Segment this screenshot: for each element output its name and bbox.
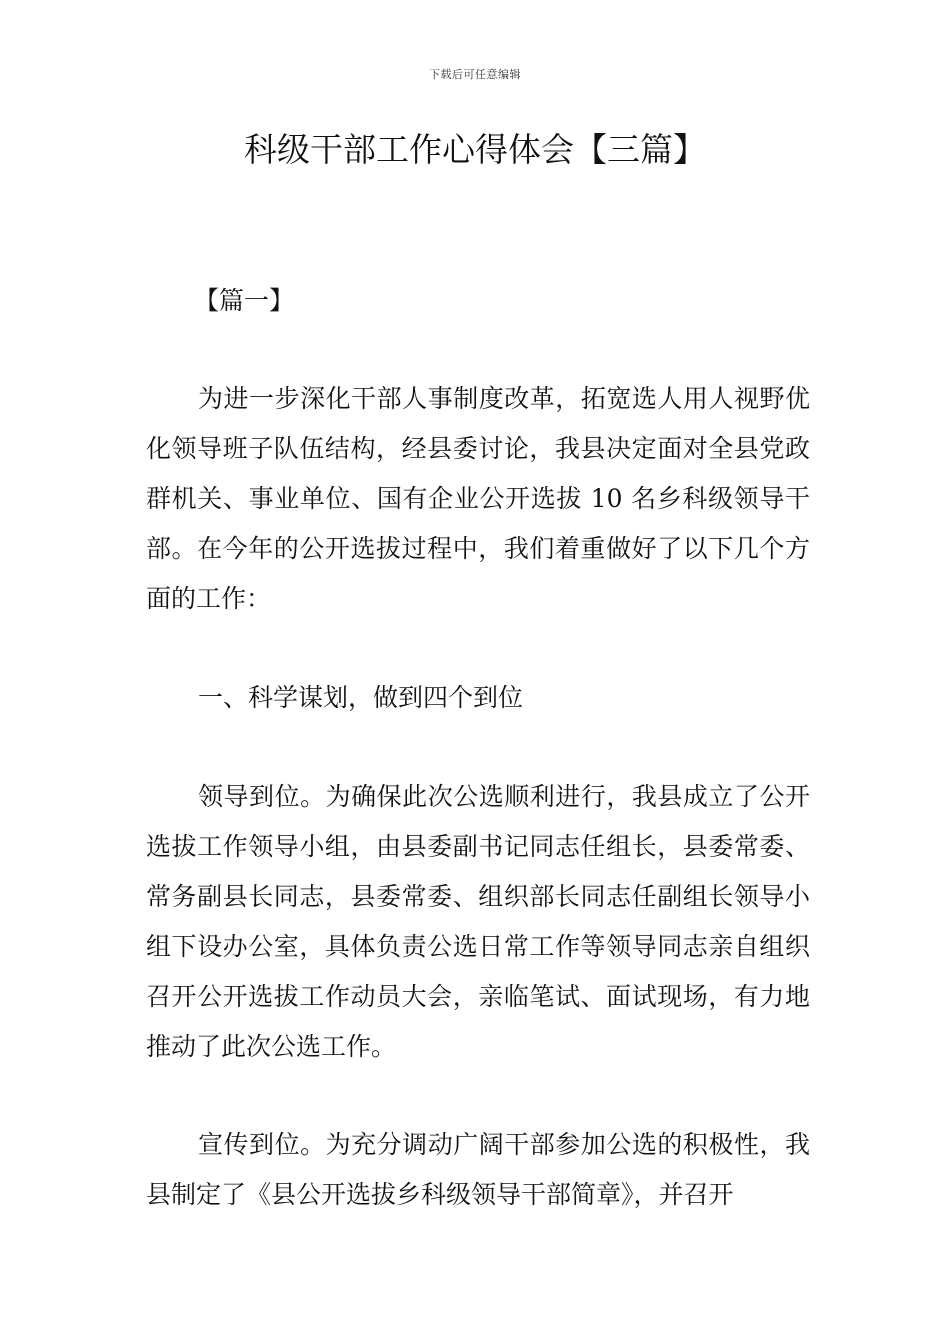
section-heading: 一、科学谋划，做到四个到位: [198, 683, 524, 712]
section-label: 【篇一】: [194, 286, 295, 315]
paragraph-publicity: 宣传到位。为充分调动广阔干部参加公选的积极性，我县制定了《县公开选拔乡科级领导干部简章》，并召开: [146, 1130, 810, 1209]
document-title: 科级干部工作心得体会【三篇】: [244, 130, 706, 169]
paragraph-intro: 为进一步深化干部人事制度改革，拓宽选人用人视野优化领导班子队伍结构，经县委讨论，我县决定面对全县党政群机关、事业单位、国有企业公开选拔 10 名乡科级领导干部。在今年的公开选拔过程中，我们着重做好了以下几个方面的工作：: [146, 384, 810, 613]
download-note: 下载后可任意编辑: [429, 68, 521, 81]
paragraph-leadership: 领导到位。为确保此次公选顺利进行，我县成立了公开选拔工作领导小组，由县委副书记同志任组长，县委常委、常务副县长同志，县委常委、组织部长同志任副组长领导小组下设办公室，具体负责公选日常工作等领导同志亲自组织召开公开选拔工作动员大会，亲临笔试、面试现场，有力地推动了此次公选工作。: [146, 782, 810, 1061]
